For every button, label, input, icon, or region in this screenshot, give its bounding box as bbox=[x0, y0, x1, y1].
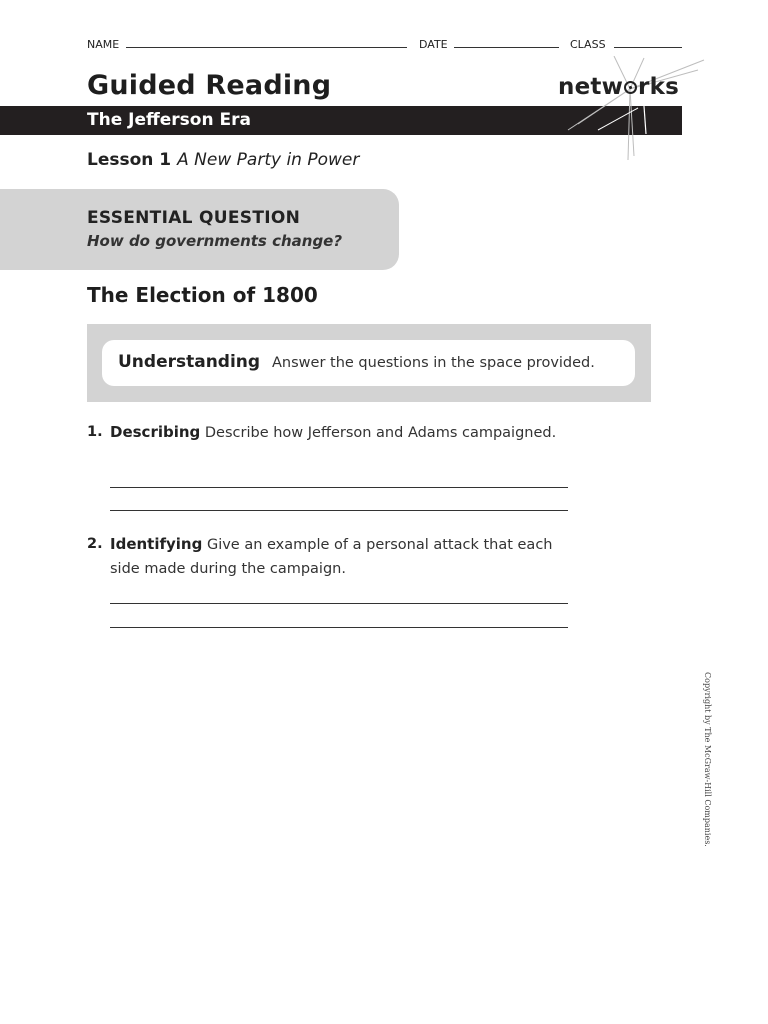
understanding-panel bbox=[102, 340, 635, 386]
understanding-instruction: Answer the questions in the space provided. bbox=[272, 355, 595, 371]
logo-o-icon bbox=[624, 81, 637, 94]
understanding-box bbox=[87, 324, 651, 402]
starburst-icon bbox=[548, 56, 708, 160]
class-label: CLASS bbox=[570, 38, 606, 51]
date-field[interactable] bbox=[454, 47, 559, 48]
unit-title: The Jefferson Era bbox=[87, 110, 251, 130]
section-title: The Election of 1800 bbox=[87, 283, 318, 307]
question-keyword: Identifying bbox=[110, 535, 203, 553]
copyright-notice: Copyright by The McGraw-Hill Companies. bbox=[703, 672, 712, 847]
networks-wordmark bbox=[558, 74, 679, 100]
answer-line-1a[interactable] bbox=[110, 487, 568, 488]
class-field[interactable] bbox=[614, 47, 682, 48]
question-text: Describe how Jefferson and Adams campaigned. bbox=[204, 425, 557, 441]
lesson-name: A New Party in Power bbox=[177, 150, 360, 170]
essential-question-box bbox=[0, 189, 399, 270]
date-label: DATE bbox=[419, 38, 448, 51]
answer-line-1b[interactable] bbox=[110, 510, 568, 511]
answer-line-2b[interactable] bbox=[110, 627, 568, 628]
page-title: Guided Reading bbox=[87, 70, 332, 101]
question-number: 1. bbox=[87, 424, 103, 440]
name-field[interactable] bbox=[126, 47, 407, 48]
question-number: 2. bbox=[87, 536, 103, 552]
understanding-label: Understanding bbox=[118, 352, 261, 372]
question-text: Give an example of a personal attack that each side made during the campaign. bbox=[110, 537, 553, 577]
name-label: NAME bbox=[87, 38, 120, 51]
lesson-heading bbox=[87, 150, 359, 170]
essential-question-title: ESSENTIAL QUESTION bbox=[87, 208, 301, 228]
logo-text-start: netw bbox=[558, 74, 624, 100]
question-body bbox=[110, 423, 560, 443]
logo-text-end: rks bbox=[638, 74, 679, 100]
question-body bbox=[110, 532, 560, 581]
essential-question-text: How do governments change? bbox=[87, 232, 343, 250]
lesson-number: Lesson 1 bbox=[87, 150, 172, 170]
networks-logo bbox=[548, 56, 708, 160]
answer-line-2a[interactable] bbox=[110, 603, 568, 604]
question-keyword: Describing bbox=[110, 423, 201, 441]
